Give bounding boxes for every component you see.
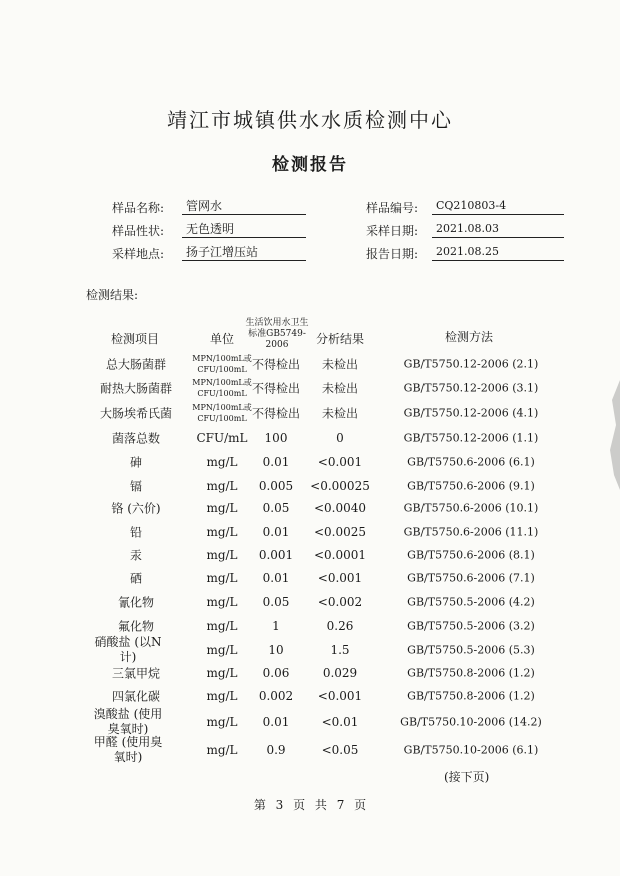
sample-name-value: 管网水 bbox=[182, 198, 306, 215]
row-item: 甲醛 (使用臭氧时) bbox=[93, 735, 163, 764]
row-unit: CFU/mL bbox=[196, 431, 248, 445]
table-row bbox=[0, 352, 620, 376]
row-unit: mg/L bbox=[206, 501, 238, 515]
row-item: 砷 bbox=[129, 455, 142, 470]
row-result: <0.002 bbox=[317, 595, 363, 609]
row-result: <0.0040 bbox=[313, 501, 367, 515]
seal-stamp-edge bbox=[604, 380, 620, 490]
row-result: 1.5 bbox=[330, 643, 350, 657]
row-method: GB/T5750.5-2006 (3.2) bbox=[407, 619, 535, 633]
row-unit: mg/L bbox=[206, 571, 238, 585]
row-result: 未检出 bbox=[321, 357, 358, 372]
header-method: 检测方法 bbox=[444, 330, 493, 344]
sample-code-label: 样品编号: bbox=[365, 201, 418, 215]
sample-name-label: 样品名称: bbox=[111, 201, 164, 215]
row-method: GB/T5750.8-2006 (1.2) bbox=[407, 689, 535, 703]
row-method: GB/T5750.6-2006 (10.1) bbox=[403, 501, 539, 515]
row-method: GB/T5750.6-2006 (6.1) bbox=[407, 455, 535, 469]
row-result: 0 bbox=[336, 431, 344, 445]
row-standard: 100 bbox=[264, 431, 288, 445]
row-method: GB/T5750.6-2006 (11.1) bbox=[403, 525, 539, 539]
row-method: GB/T5750.10-2006 (14.2) bbox=[400, 715, 542, 729]
header-result: 分析结果 bbox=[315, 332, 364, 346]
table-row bbox=[0, 635, 620, 664]
row-unit: mg/L bbox=[206, 689, 238, 703]
row-standard: 0.001 bbox=[258, 548, 294, 562]
sample-code-value: CQ210803-4 bbox=[432, 198, 564, 215]
row-item: 大肠埃希氏菌 bbox=[99, 406, 172, 421]
row-method: GB/T5750.6-2006 (8.1) bbox=[407, 548, 535, 562]
row-result: 0.26 bbox=[326, 619, 354, 633]
row-item: 氰化物 bbox=[117, 595, 154, 610]
row-unit: MPN/100mL或CFU/100mL bbox=[192, 378, 252, 398]
row-item: 铅 bbox=[129, 525, 142, 540]
row-unit: mg/L bbox=[206, 743, 238, 757]
row-unit: mg/L bbox=[206, 479, 238, 493]
row-item: 硝酸盐 (以N计) bbox=[94, 635, 162, 664]
continued-note: (接下页) bbox=[444, 770, 490, 784]
row-item: 汞 bbox=[129, 548, 142, 563]
row-unit: MPN/100mL或CFU/100mL bbox=[192, 354, 252, 374]
table-row bbox=[0, 474, 620, 498]
row-unit: mg/L bbox=[206, 715, 238, 729]
row-result: <0.0025 bbox=[313, 525, 367, 539]
table-row bbox=[0, 450, 620, 474]
row-unit: mg/L bbox=[206, 595, 238, 609]
row-method: GB/T5750.10-2006 (6.1) bbox=[403, 743, 539, 757]
row-method: GB/T5750.12-2006 (4.1) bbox=[403, 406, 539, 420]
row-result: <0.05 bbox=[321, 743, 359, 757]
report-date-value: 2021.08.25 bbox=[432, 244, 564, 261]
report-org-title: 靖江市城镇供水水质检测中心 bbox=[167, 108, 453, 132]
row-standard: 0.01 bbox=[262, 455, 290, 469]
sampling-date-value: 2021.08.03 bbox=[432, 221, 564, 238]
row-result: <0.0001 bbox=[313, 548, 367, 562]
row-standard: 0.01 bbox=[262, 525, 290, 539]
row-unit: MPN/100mL或CFU/100mL bbox=[192, 403, 252, 423]
table-row bbox=[0, 684, 620, 708]
table-row bbox=[0, 496, 620, 520]
table-row bbox=[0, 707, 620, 736]
row-result: 0.029 bbox=[322, 666, 358, 680]
row-result: <0.001 bbox=[317, 455, 363, 469]
sample-property-label: 样品性状: bbox=[111, 224, 164, 238]
sampling-date-label: 采样日期: bbox=[365, 224, 418, 238]
row-standard: 0.01 bbox=[262, 715, 290, 729]
row-item: 镉 bbox=[129, 479, 142, 494]
row-method: GB/T5750.12-2006 (1.1) bbox=[403, 431, 539, 445]
sampling-site-label: 采样地点: bbox=[111, 247, 164, 261]
row-standard: 0.01 bbox=[262, 571, 290, 585]
row-standard: 不得检出 bbox=[251, 381, 300, 396]
table-row bbox=[0, 735, 620, 764]
row-standard: 0.05 bbox=[262, 501, 290, 515]
table-row bbox=[0, 376, 620, 400]
table-row bbox=[0, 520, 620, 544]
row-item: 硒 bbox=[129, 571, 142, 586]
row-result: <0.00025 bbox=[310, 479, 370, 493]
row-unit: mg/L bbox=[206, 525, 238, 539]
sampling-site-value: 扬子江增压站 bbox=[182, 244, 306, 261]
row-standard: 0.06 bbox=[262, 666, 290, 680]
row-unit: mg/L bbox=[206, 619, 238, 633]
header-unit: 单位 bbox=[209, 332, 234, 346]
row-item: 四氯化碳 bbox=[111, 689, 160, 704]
row-standard: 不得检出 bbox=[251, 406, 300, 421]
row-method: GB/T5750.12-2006 (3.1) bbox=[403, 381, 539, 395]
row-method: GB/T5750.6-2006 (9.1) bbox=[407, 479, 535, 493]
row-standard: 10 bbox=[268, 643, 284, 657]
row-unit: mg/L bbox=[206, 455, 238, 469]
row-item: 总大肠菌群 bbox=[105, 357, 166, 372]
table-row bbox=[0, 401, 620, 425]
report-date-label: 报告日期: bbox=[365, 247, 418, 261]
row-item: 耐热大肠菌群 bbox=[99, 381, 172, 396]
page-footer: 第 3 页 共 7 页 bbox=[253, 798, 367, 812]
row-result: 未检出 bbox=[321, 381, 358, 396]
sample-property-value: 无色透明 bbox=[182, 221, 306, 238]
row-unit: mg/L bbox=[206, 666, 238, 680]
row-standard: 0.9 bbox=[266, 743, 286, 757]
results-label: 检测结果: bbox=[86, 288, 139, 302]
row-standard: 0.05 bbox=[262, 595, 290, 609]
row-standard: 0.005 bbox=[258, 479, 294, 493]
row-unit: mg/L bbox=[206, 643, 238, 657]
row-standard: 0.002 bbox=[258, 689, 294, 703]
row-item: 铬 (六价) bbox=[111, 501, 161, 516]
row-item: 菌落总数 bbox=[111, 431, 160, 446]
row-method: GB/T5750.6-2006 (7.1) bbox=[407, 571, 535, 585]
row-result: <0.001 bbox=[317, 689, 363, 703]
row-result: <0.01 bbox=[321, 715, 359, 729]
row-result: 未检出 bbox=[321, 406, 358, 421]
row-unit: mg/L bbox=[206, 548, 238, 562]
table-row bbox=[0, 566, 620, 590]
row-result: <0.001 bbox=[317, 571, 363, 585]
row-method: GB/T5750.5-2006 (5.3) bbox=[407, 643, 535, 657]
row-item: 氟化物 bbox=[117, 619, 154, 634]
table-row bbox=[0, 590, 620, 614]
row-method: GB/T5750.8-2006 (1.2) bbox=[407, 666, 535, 680]
table-row bbox=[0, 426, 620, 450]
table-row bbox=[0, 543, 620, 567]
row-item: 溴酸盐 (使用臭氧时) bbox=[93, 707, 163, 736]
row-standard: 1 bbox=[272, 619, 280, 633]
row-method: GB/T5750.12-2006 (2.1) bbox=[403, 357, 539, 371]
row-item: 三氯甲烷 bbox=[111, 666, 160, 681]
row-method: GB/T5750.5-2006 (4.2) bbox=[407, 595, 535, 609]
row-standard: 不得检出 bbox=[251, 357, 300, 372]
report-subtitle: 检测报告 bbox=[272, 155, 348, 175]
table-row bbox=[0, 661, 620, 685]
header-item: 检测项目 bbox=[110, 332, 159, 346]
header-standard: 生活饮用水卫生标准GB5749-2006 bbox=[245, 318, 309, 350]
